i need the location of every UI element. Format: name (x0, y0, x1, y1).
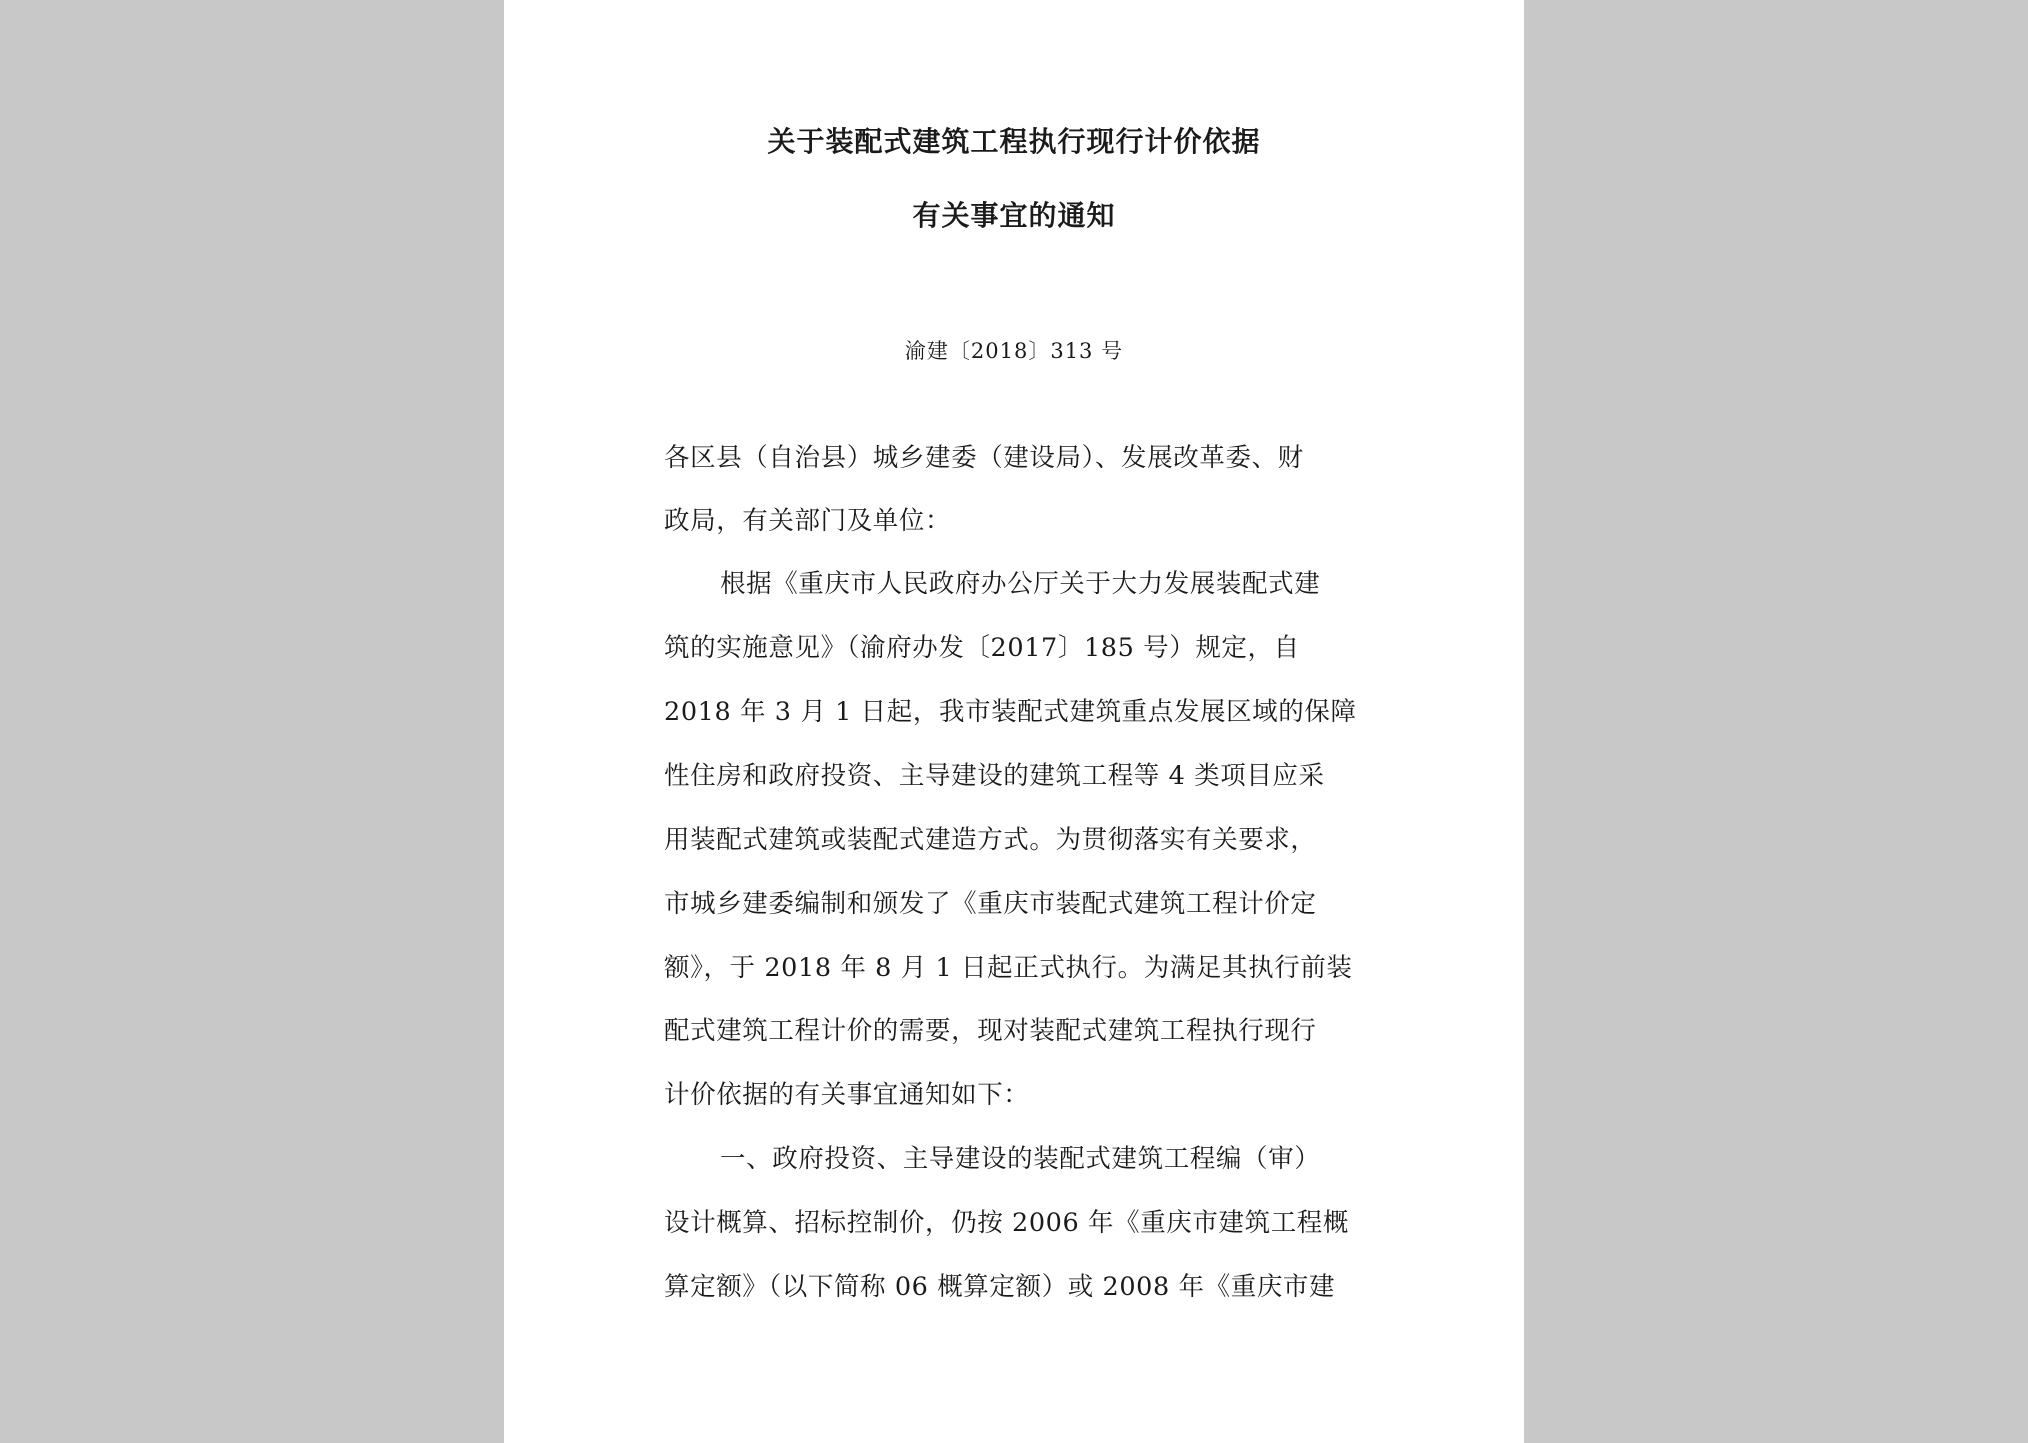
body-line: 根据《重庆市人民政府办公厅关于大力发展装配式建 (720, 569, 1321, 599)
document-number: 渝建〔2018〕313 号 (904, 339, 1124, 363)
body-line: 2018 年 3 月 1 日起，我市装配式建筑重点发展区域的保障 (664, 697, 1357, 727)
body-line: 设计概算、招标控制价，仍按 2006 年《重庆市建筑工程概 (664, 1208, 1350, 1238)
body-line: 市城乡建委编制和颁发了《重庆市装配式建筑工程计价定 (664, 889, 1317, 919)
body-line: 一、政府投资、主导建设的装配式建筑工程编（审） (720, 1144, 1321, 1174)
body-line: 计价依据的有关事宜通知如下： (664, 1080, 1030, 1110)
document-title-line-1: 关于装配式建筑工程执行现行计价依据 (767, 125, 1261, 158)
document-title-line-2: 有关事宜的通知 (912, 199, 1116, 232)
body-line: 性住房和政府投资、主导建设的建筑工程等 4 类项目应采 (664, 761, 1325, 791)
body-line: 政局，有关部门及单位： (664, 506, 952, 536)
body-line: 额》，于 2018 年 8 月 1 日起正式执行。为满足其执行前装 (664, 953, 1353, 983)
document-page (504, 0, 1524, 1443)
body-line: 算定额》（以下简称 06 概算定额）或 2008 年《重庆市建 (664, 1272, 1336, 1302)
body-line: 筑的实施意见》（渝府办发〔2017〕185 号）规定，自 (664, 633, 1300, 663)
body-line: 各区县（自治县）城乡建委（建设局）、发展改革委、财 (664, 443, 1304, 473)
body-line: 用装配式建筑或装配式建造方式。为贯彻落实有关要求， (664, 825, 1317, 855)
body-line: 配式建筑工程计价的需要，现对装配式建筑工程执行现行 (664, 1016, 1317, 1046)
